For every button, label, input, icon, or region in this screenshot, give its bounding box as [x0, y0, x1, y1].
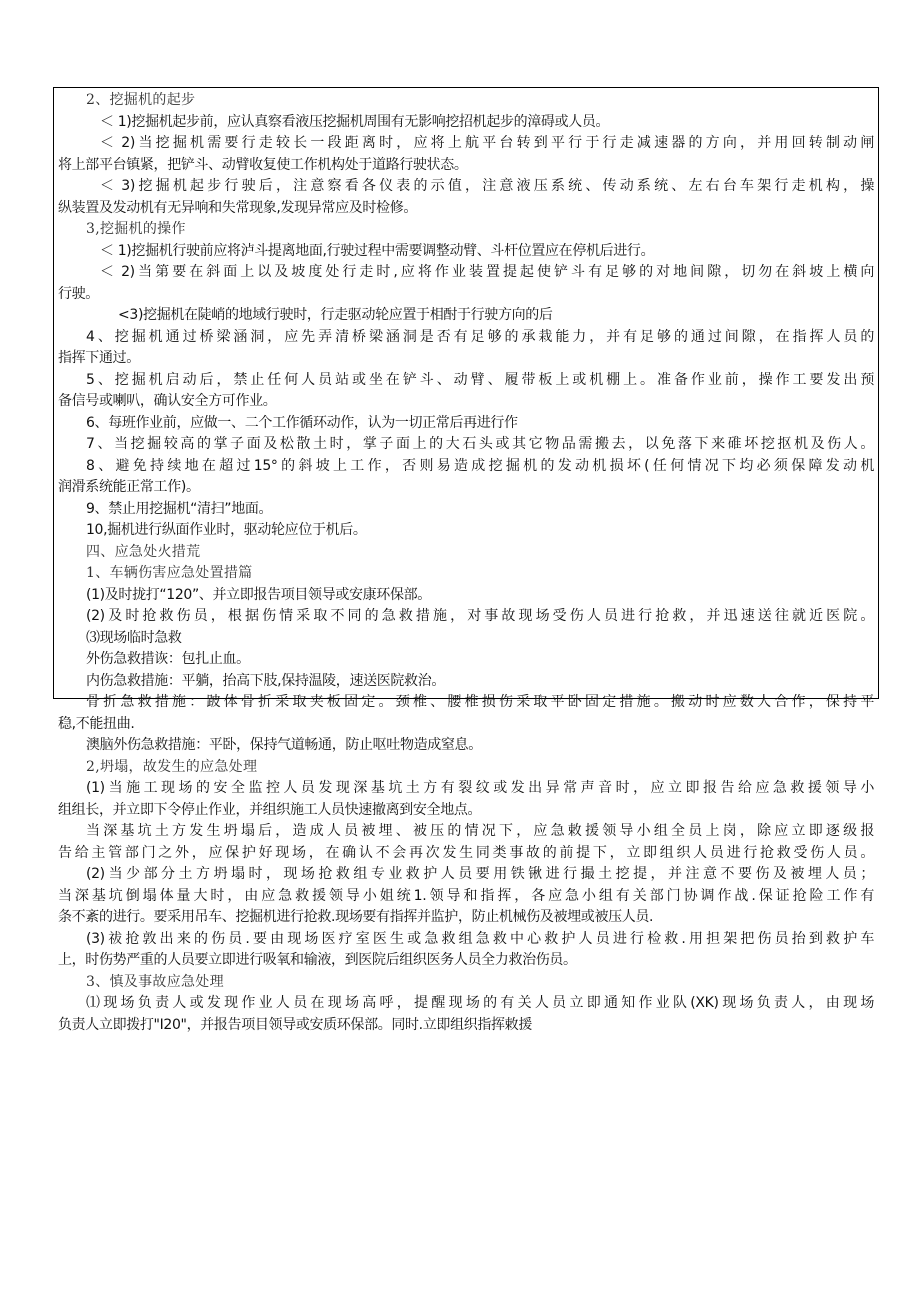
document-text-box: [53, 87, 879, 1033]
section-heading: 3、慎及事故应急处理: [86, 973, 224, 990]
text-line: 当深基坑倒塌体量大时，由应急救援领导小姐统1.领导和指挥，各应急小组有关部门协调作战.保证抢险工作有: [58, 887, 874, 904]
text-line: 组组长，并立即下令停止作业，并组织施工人员快速撤离到安全地点。: [58, 801, 482, 818]
text-line: 纵装置及发动机有无异响和失常现象,发现异常应及时检修。: [58, 199, 417, 216]
text-line: 条不紊的进行。要采用吊车、挖掘机进行抢救.现场要有指挥并监护，防止机械伤及被埋或被压人员.: [58, 909, 654, 925]
text-line: ＜ 3)挖掘机起步行驶后，注意察看各仪表的示值，注意液压系统、传动系统、左右台车架行走机构，操: [100, 178, 874, 194]
text-line: (1)当施工现场的安全监控人员发现深基坑土方有裂纹或发出异常声音时，应立即报告给应急救援领导小: [86, 780, 874, 796]
text-line: 当深基坑土方发生坍塌后，造成人员被埋、被压的情况下，应急敕援领导小组全员上岗，除应立即逐级报: [86, 823, 874, 839]
section-heading: 3,挖掘机的操作: [86, 221, 186, 237]
text-line: ＜ 2)当挖掘机需要行走较长一段距离时，应将上航平台转到平行于行走减速器的方向，并用回转制动闸: [100, 135, 874, 151]
section-heading: 2,坍塌，故发生的应急处理: [86, 758, 258, 775]
text-line: 润滑系统能正常工作)。: [58, 479, 200, 495]
text-line: 上，时伤势严重的人员要立即进行吸氧和输液，到医院后组织医务人员全力救治伤员。: [58, 952, 577, 968]
text-line: 稳,不能扭曲.: [58, 715, 135, 732]
text-line: 备信号或喇叭，确认安全方可作业。: [58, 393, 277, 409]
text-line: (3)祓抢敦出来的伤员.要由现场医疗室医生或急救组急救中心救护人员进行检救.用担架把伤员抬到救护车: [86, 930, 874, 947]
section-heading: 1、车辆伤害应急处置措篇: [86, 565, 253, 581]
text-line: 内伤急救措施：平躺，抬高下肢,保持温陵，速送医院救治。: [86, 672, 445, 689]
text-line: 澳脑外伤急救措施：平卧，保持气道畅通，防止呕吐物造成窒息。: [86, 737, 482, 753]
text-line: 10,掘机进行纵面作业时，驱动轮应位于机后。: [86, 522, 367, 538]
text-line: 骨折急救措施：跛体骨折采取夹板固定。颈椎、腰椎损伤采取平卧固定措施。搬动时应数人合作，保持平: [86, 694, 874, 710]
text-line: (2)及时抢救伤员，根据伤情采取不同的急救措施，对事故现场受伤人员进行抢救，并迅速送往就近医院。: [86, 608, 874, 624]
section-heading: 2、挖掘机的起步: [86, 92, 196, 108]
text-line: 6、每班作业前，应做一、二个工作循环动作，认为一切正常后再进行作: [86, 414, 518, 431]
text-line: 告给主管部门之外，应保护好现场，在确认不会再次发生同类事故的前提下，立即组织人员进行抢救受伤人员。: [58, 844, 874, 861]
text-line: ⑶现场临时急救: [86, 629, 182, 646]
text-line: ＜ 2)当第要在斜面上以及坡度处行走时,应将作业装置提起使铲斗有足够的对地间隙，切勿在斜坡上横向: [100, 264, 874, 280]
text-line: 负责人立即拨打"I20"，并报告项目领导或安质环保部。同时.立即组织指挥敕援: [58, 1016, 532, 1033]
text-line: 4、挖掘机通过桥梁涵洞，应先弄清桥梁涵洞是否有足够的承栽能力，并有足够的通过间隙，在指挥人员的: [86, 328, 874, 345]
text-line: ＜ 1)挖掘机行驶前应将泸斗提离地面,行驶过程中需要调整动臂、斗杆位置应在停机后进行。: [100, 242, 655, 259]
text-line: (2)当少部分土方坍塌时，现场抢救组专业救护人员要用铁锹进行撮土挖提，并注意不要伤及被埋人员；: [86, 866, 874, 882]
text-line: 9、禁止用挖掘机“清扫”地面。: [86, 500, 273, 517]
section-heading: 四、应急处火措荒: [86, 543, 201, 560]
text-line: 5、挖掘机启动后，禁止任何人员站或坐在铲斗、动臂、履带板上或机棚上。准备作业前，操作工要发出预: [86, 371, 874, 388]
text-line: (1)及时拢打“120”、并立即报告项目领导或安康环保部。: [86, 586, 431, 603]
text-line: ⑴现场负责人或发现作业人员在现场高呼，提醒现场的有关人员立即通知作业队(XK)现场负责人，由现场: [86, 995, 874, 1011]
text-line: 外伤急救措诙：包扎止血。: [86, 651, 250, 667]
text-line: 7、当挖掘较高的掌子面及松散土时，掌子面上的大石头或其它物品需搬去，以免落下来碓坏挖抠机及伤人。: [86, 436, 874, 452]
text-line: <3)挖掘机在陡峭的地域行驶时，行走驱动轮应置于相酎于行驶方向的后: [118, 307, 553, 323]
text-line: 8、避免持续地在超过15°的斜坡上工作，否则易造成挖掘机的发动机损坏(任何情况下均必须保障发动机: [86, 457, 874, 474]
text-line: 行驶。: [58, 285, 99, 302]
text-line: 将上部平台镇紧，把铲斗、动臂收复使工作机构处于道路行驶状态。: [58, 156, 468, 173]
text-line: 指挥下通过。: [58, 350, 140, 366]
text-line: ＜ 1)挖掘机起步前，应认真察看液压挖掘机周围有无影响挖招机起步的漳碍或人员。: [100, 113, 610, 130]
